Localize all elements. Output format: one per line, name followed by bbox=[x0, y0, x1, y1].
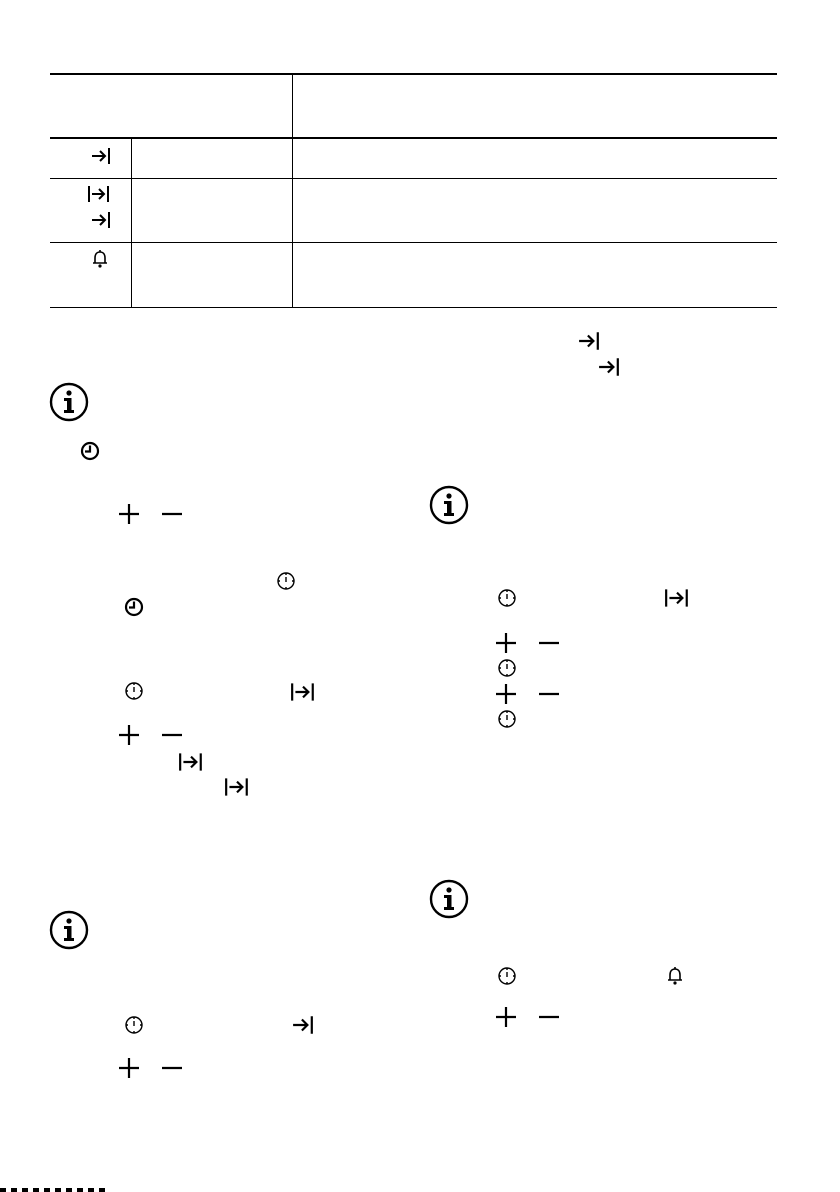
bar-arrow-bar-icon bbox=[664, 587, 690, 609]
arrow-to-bar-icon bbox=[91, 146, 111, 166]
table-bottom-rule bbox=[50, 307, 777, 308]
bell-icon bbox=[666, 966, 684, 986]
arrow-to-bar-icon bbox=[578, 330, 600, 352]
clock-icon bbox=[497, 709, 517, 729]
clock-filled-icon bbox=[124, 597, 144, 617]
info-icon bbox=[429, 485, 469, 525]
plus-icon bbox=[118, 503, 140, 525]
clock-filled-icon bbox=[80, 441, 100, 461]
info-icon bbox=[49, 910, 89, 950]
clock-icon bbox=[497, 658, 517, 678]
clock-icon bbox=[124, 1015, 144, 1035]
minus-icon bbox=[161, 503, 183, 525]
table-row-divider bbox=[50, 178, 777, 179]
clock-icon bbox=[276, 571, 296, 591]
arrow-to-bar-icon bbox=[91, 210, 111, 230]
clock-icon bbox=[497, 966, 517, 986]
minus-icon bbox=[538, 683, 560, 705]
table-header-rule bbox=[50, 137, 777, 139]
info-icon bbox=[49, 382, 89, 422]
table-row-divider bbox=[50, 242, 777, 243]
bar-arrow-bar-icon bbox=[290, 681, 316, 703]
plus-icon bbox=[495, 683, 517, 705]
table-column-divider bbox=[131, 138, 132, 307]
clock-icon bbox=[124, 681, 144, 701]
arrow-to-bar-icon bbox=[598, 356, 620, 378]
bar-arrow-bar-icon bbox=[178, 751, 204, 773]
minus-icon bbox=[161, 1057, 183, 1079]
bar-arrow-bar-icon bbox=[87, 184, 111, 204]
bar-arrow-bar-icon bbox=[224, 776, 250, 798]
table-column-divider bbox=[292, 73, 293, 307]
plus-icon bbox=[495, 632, 517, 654]
minus-icon bbox=[538, 1006, 560, 1028]
table-top-rule bbox=[50, 73, 777, 75]
clock-icon bbox=[497, 588, 517, 608]
plus-icon bbox=[118, 1057, 140, 1079]
minus-icon bbox=[538, 632, 560, 654]
plus-icon bbox=[495, 1006, 517, 1028]
page-bottom-artifact bbox=[0, 1188, 110, 1192]
arrow-to-bar-icon bbox=[292, 1014, 314, 1036]
bell-icon bbox=[91, 249, 109, 269]
info-icon bbox=[429, 879, 469, 919]
plus-icon bbox=[118, 724, 140, 746]
minus-icon bbox=[161, 724, 183, 746]
